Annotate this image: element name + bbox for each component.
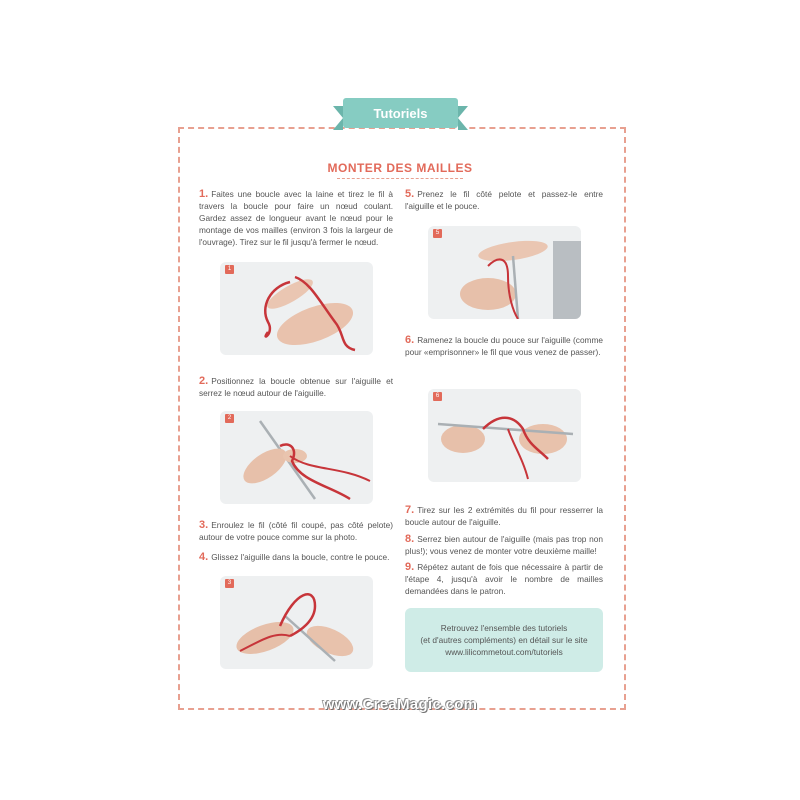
- loop-over-needle-illustration: [428, 389, 581, 482]
- step-number: 9.: [405, 561, 415, 573]
- ribbon-tail-right: [458, 106, 468, 130]
- photo-tag: 6: [433, 392, 442, 401]
- step-6: [405, 334, 603, 358]
- ribbon-label: Tutoriels: [343, 98, 458, 128]
- tutorials-info-box: [405, 608, 603, 672]
- step-number: 5.: [405, 188, 415, 200]
- step-text: Faites une boucle avec la laine et tirez le fil à travers la boucle pour faire un nœud coulant. Gardez assez de longueur avant le nœud pour le montage de vos mailles (environ 3 fois la largeur de l'ouvrage). Tirez sur le fil jusqu'à fermer le nœud.: [199, 189, 393, 247]
- step-5: [405, 188, 603, 212]
- tutoriels-ribbon: [333, 98, 468, 130]
- info-url-link[interactable]: www.lilicommetout.com/tutoriels: [445, 647, 563, 657]
- step-number: 1.: [199, 188, 209, 200]
- needle-loop-illustration: [220, 411, 373, 504]
- step-text: Enroulez le fil (côté fil coupé, pas côté pelote) autour de votre pouce comme sur la photo.: [199, 520, 393, 542]
- step-number: 8.: [405, 533, 415, 545]
- step-text: Tirez sur les 2 extrémités du fil pour resserrer la boucle autour de l'aiguille.: [405, 505, 603, 527]
- photo-tag: 1: [225, 265, 234, 274]
- title-underline: [337, 178, 463, 179]
- step-2: [199, 375, 393, 399]
- step-text: Positionnez la boucle obtenue sur l'aiguille et serrez le nœud autour de l'aiguille.: [199, 376, 393, 398]
- step-8: [405, 533, 603, 557]
- step-number: 7.: [405, 504, 415, 516]
- step-number: 4.: [199, 551, 209, 563]
- step-4: [199, 551, 393, 563]
- photo-step-1: [220, 262, 373, 355]
- step-text: Serrez bien autour de l'aiguille (mais pas trop non plus!); vous venez de monter votre deuxième maille!: [405, 534, 603, 556]
- photo-step-4: [220, 576, 373, 669]
- page-title: MONTER DES MAILLES: [327, 161, 473, 175]
- info-line-2: (et d'autres compléments) en détail sur le site: [420, 635, 588, 645]
- ribbon-tail-left: [333, 106, 343, 130]
- step-9: [405, 561, 603, 597]
- photo-tag: 2: [225, 414, 234, 423]
- step-7: [405, 504, 603, 528]
- step-1: [199, 188, 393, 248]
- step-number: 2.: [199, 375, 209, 387]
- photo-step-2: [220, 411, 373, 504]
- hands-yarn-illustration: [220, 262, 373, 355]
- info-line-1: Retrouvez l'ensemble des tutoriels: [440, 623, 568, 633]
- photo-step-6: [428, 389, 581, 482]
- step-text: Ramenez la boucle du pouce sur l'aiguille (comme pour «emprisonner» le fil que vous venez de passer).: [405, 335, 603, 357]
- step-number: 6.: [405, 334, 415, 346]
- step-text: Glissez l'aiguille dans la boucle, contre le pouce.: [211, 552, 390, 562]
- photo-tag: 5: [433, 229, 442, 238]
- step-text: Prenez le fil côté pelote et passez-le entre l'aiguille et le pouce.: [405, 189, 603, 211]
- photo-step-5: [428, 226, 581, 319]
- photo-tag: 3: [225, 579, 234, 588]
- step-text: Répétez autant de fois que nécessaire à partir de l'étape 4, jusqu'à avoir le nombre de mailles demandées dans le patron.: [405, 562, 603, 596]
- step-3: [199, 519, 393, 543]
- watermark: www.CreaMagic.com: [322, 696, 478, 713]
- thumb-wrap-illustration: [220, 576, 373, 669]
- step-number: 3.: [199, 519, 209, 531]
- between-needle-thumb-illustration: [428, 226, 581, 319]
